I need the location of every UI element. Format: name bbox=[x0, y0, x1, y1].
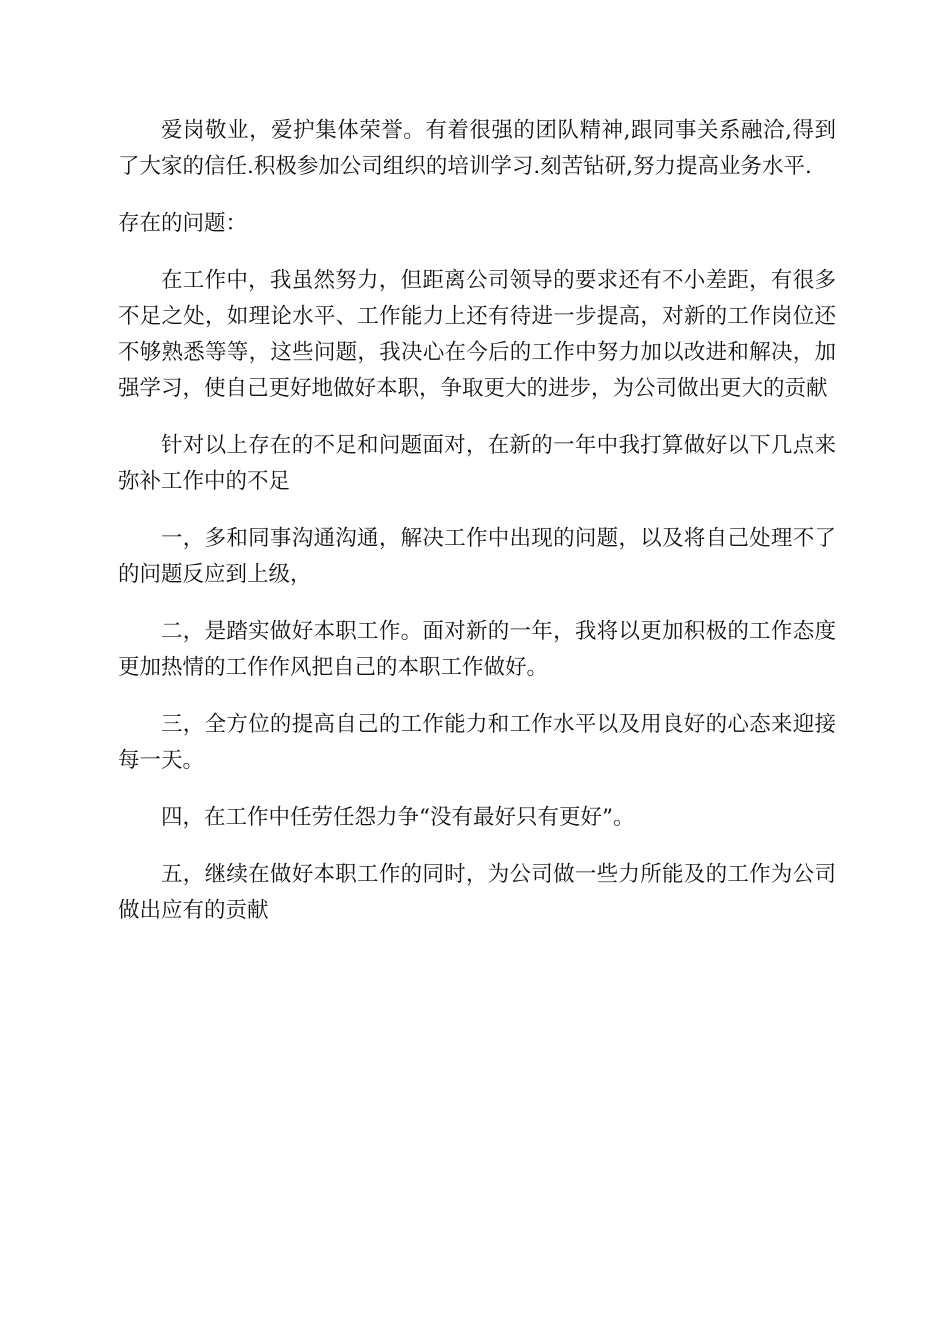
section-heading-problems: 存在的问题： bbox=[118, 211, 248, 236]
list-item-plan-5: 五，继续在做好本职工作的同时，为公司做一些力所能及的工作为公司做出应有的贡献 bbox=[118, 862, 836, 923]
list-item-plan-4: 四，在工作中任劳任怨力争“没有最好只有更好”。 bbox=[161, 805, 635, 830]
list-item-plan-1: 一，多和同事沟通沟通，解决工作中出现的问题，以及将自己处理不了的问题反应到上级， bbox=[118, 526, 836, 587]
paragraph-plan-intro: 针对以上存在的不足和问题面对，在新的一年中我打算做好以下几点来弥补工作中的不足 bbox=[118, 433, 836, 494]
paragraph-intro: 爱岗敬业，爱护集体荣誉。有着很强的团队精神,跟同事关系融洽,得到了大家的信任.积极参加公司组织的培训学习.刻苦钻研,努力提高业务水平. bbox=[118, 118, 836, 179]
list-item-plan-2: 二，是踏实做好本职工作。面对新的一年，我将以更加积极的工作态度更加热情的工作作风把自己的本职工作做好。 bbox=[118, 619, 836, 680]
paragraph-problems: 在工作中，我虽然努力，但距离公司领导的要求还有不小差距，有很多不足之处，如理论水平、工作能力上还有待进一步提高，对新的工作岗位还不够熟悉等等，这些问题，我决心在今后的工作中努力加以改进和解决，加强学习，使自己更好地做好本职，争取更大的进步，为公司做出更大的贡献 bbox=[118, 268, 836, 401]
document-body bbox=[118, 113, 836, 950]
list-item-plan-3: 三，全方位的提高自己的工作能力和工作水平以及用良好的心态来迎接每一天。 bbox=[118, 712, 836, 773]
